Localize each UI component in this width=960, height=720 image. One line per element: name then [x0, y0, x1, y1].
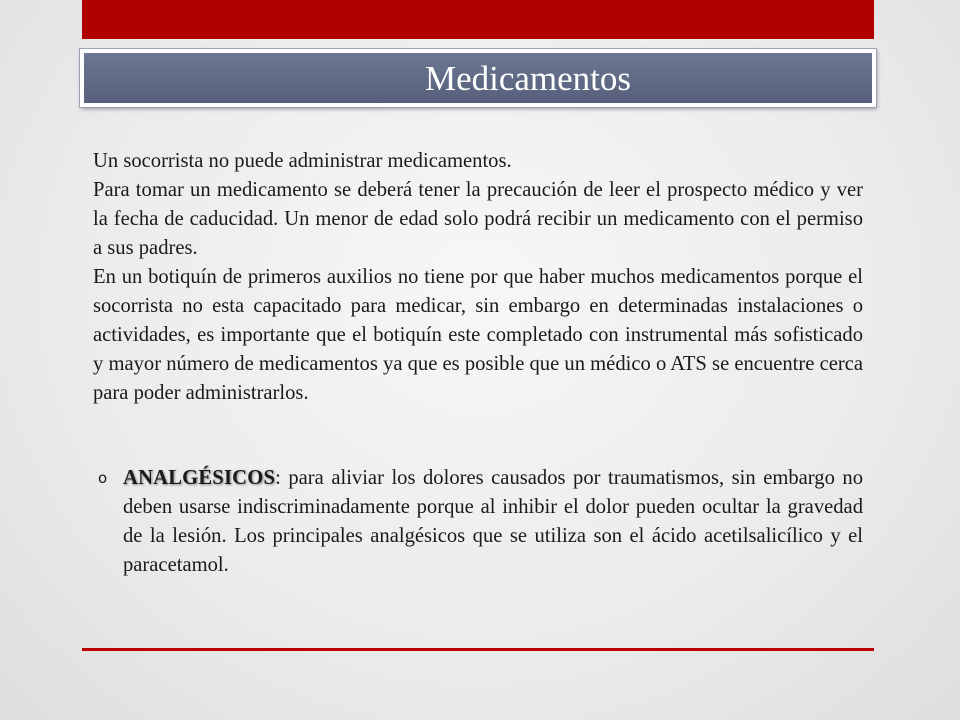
- paragraph: Para tomar un medicamento se deberá tener la precaución de leer el prospecto médico y ver la fecha de caducidad. Un menor de edad solo podrá recibir un medicamento con el permiso a sus padres.: [93, 179, 863, 259]
- slide-title: Medicamentos: [424, 59, 632, 98]
- title-banner: [80, 49, 876, 107]
- body-text: [93, 147, 863, 408]
- bullet-marker: o: [98, 469, 108, 487]
- paragraph: Un socorrista no puede administrar medicamentos.: [93, 150, 512, 172]
- bullet-text: [123, 464, 863, 580]
- bottom-red-line: [82, 648, 874, 651]
- bullet-term: ANALGÉSICOS: [123, 467, 276, 489]
- bullet-description: : para aliviar los dolores causados por traumatismos, sin embargo no deben usarse indiscriminadamente porque al inhibir el dolor pueden ocultar la gravedad de la lesión. Los principales analgésicos que se utiliza son el ácido acetilsalicílico y el paracetamol.: [123, 467, 863, 576]
- bullet-item: [93, 464, 863, 580]
- top-red-bar: [82, 0, 874, 39]
- paragraph: En un botiquín de primeros auxilios no tiene por que haber muchos medicamentos porque el socorrista no esta capacitado para medicar, sin embargo en determinadas instalaciones o actividades, es importante que el botiquín este completado con instrumental más sofisticado y mayor número de medicamentos ya que es posible que un médico o ATS se encuentre cerca para poder administrarlos.: [93, 266, 863, 404]
